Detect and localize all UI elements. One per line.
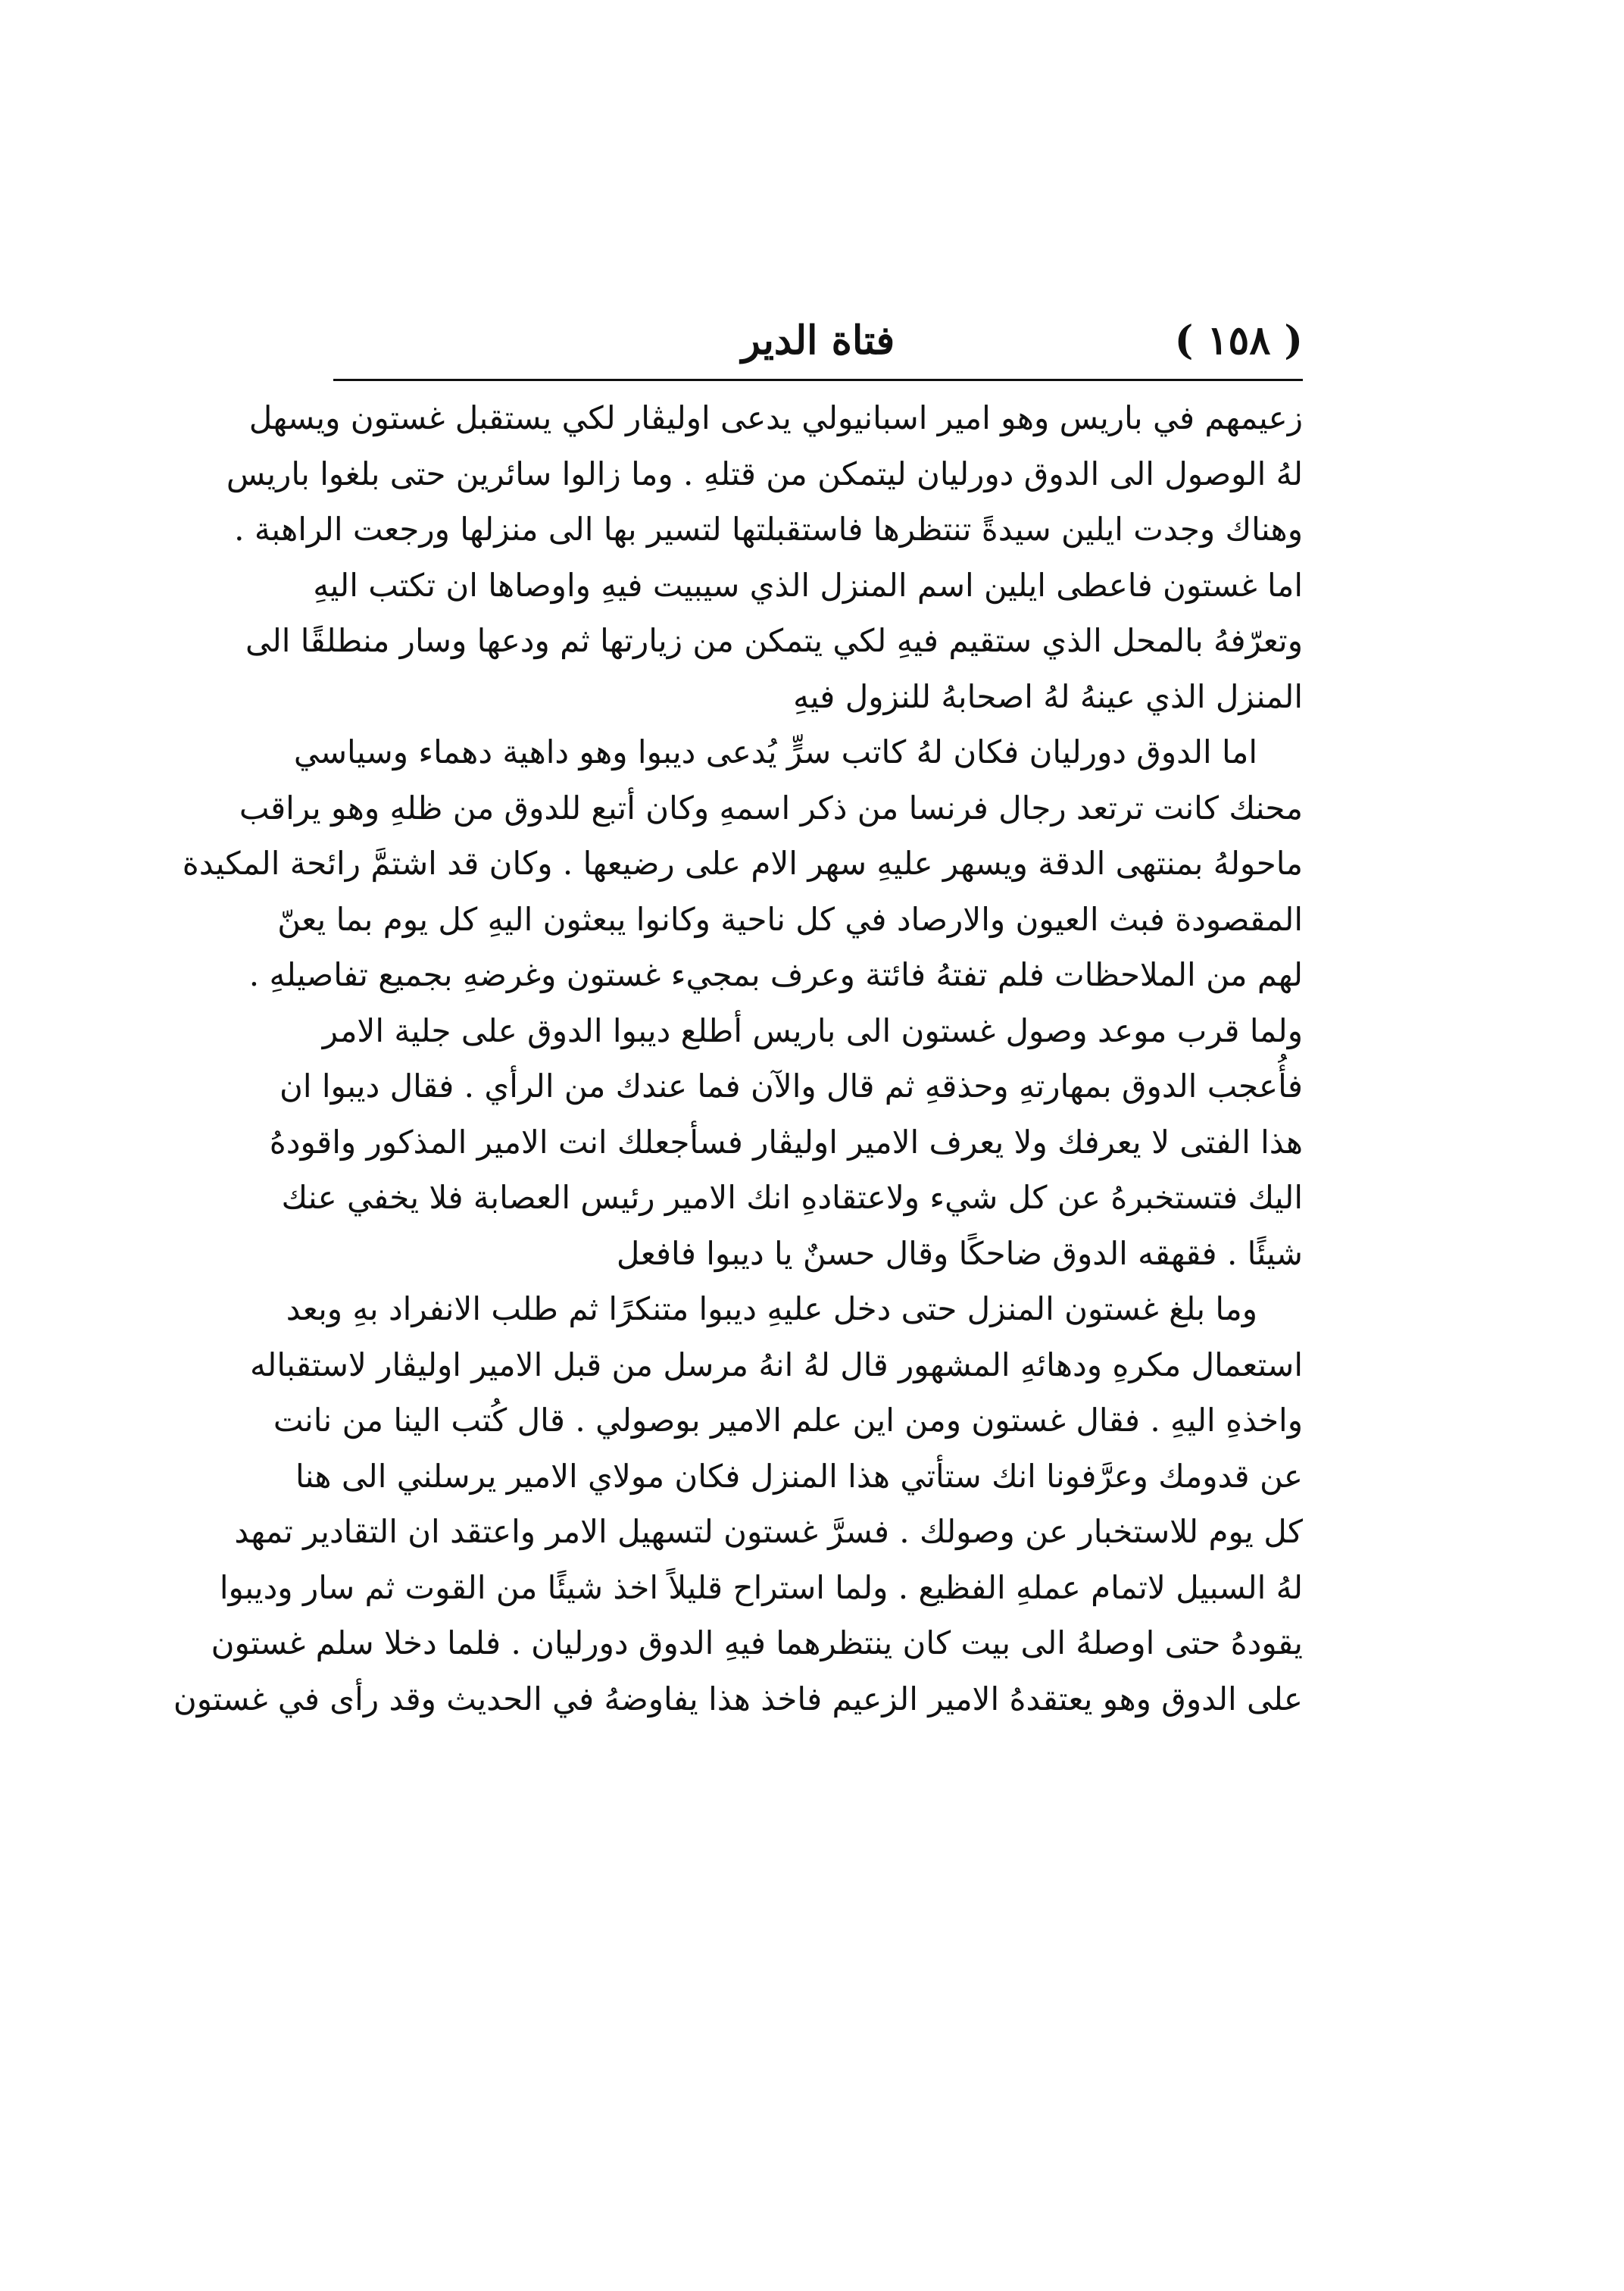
paragraph (182, 724, 1303, 1003)
running-title: فتاة الدير (741, 317, 895, 364)
text-line: اما الدوق دورليان فكان لهُ كاتب سرٍّ يُدعى ديبوا وهو داهية دهماء وسياسي (293, 733, 1257, 770)
text-line: اليك فتستخبرهُ عن كل شيء ولاعتقادهِ انك الامير رئيس العصابة فلا يخفي عنك (281, 1179, 1303, 1216)
text-line: شيئًا . فقهقه الدوق ضاحكًا وقال حسنٌ يا ديبوا فافعل (616, 1234, 1303, 1272)
text-line: اما غستون فاعطى ايلين اسم المنزل الذي سيبيت فيهِ واوصاها ان تكتب اليهِ (313, 566, 1303, 604)
text-line: وما بلغ غستون المنزل حتى دخل عليهِ ديبوا متنكرًا ثم طلب الانفراد بهِ وبعد (286, 1290, 1257, 1327)
text-line: زعيمهم في باريس وهو امير اسبانيولي يدعى اوليڤار لكي يستقبل غستون ويسهل (248, 399, 1303, 436)
text-line: واخذهِ اليهِ . فقال غستون ومن اين علم الامير بوصولي . قال كُتب الينا من نانت (273, 1402, 1303, 1439)
text-line: على الدوق وهو يعتقدهُ الامير الزعيم فاخذ هذا يفاوضهُ في الحديث وقد رأى في غستون (173, 1680, 1303, 1717)
paragraph (245, 558, 1303, 725)
text-line: المقصودة فبث العيون والارصاد في كل ناحية وكانوا يبعثون اليهِ كل يوم بما يعنّ (277, 900, 1303, 938)
text-line: هذا الفتى لا يعرفك ولا يعرف الامير اوليڤار فسأجعلك انت الامير المذكور واقودهُ (269, 1123, 1303, 1161)
page-number: ( ١٥٨ ) (1174, 317, 1303, 364)
text-line: لهُ السبيل لاتمام عملهِ الفظيع . ولما استراح قليلاً اخذ شيئًا من القوت ثم سار وديبوا (219, 1568, 1303, 1606)
text-line: وتعرّفهُ بالمحل الذي ستقيم فيهِ لكي يتمكن من زيارتها ثم ودعها وسار منطلقًا الى (245, 622, 1303, 659)
text-line: محنك كانت ترتعد رجال فرنسا من ذكر اسمهِ وكان أتبع للدوق من ظلهِ وهو يراقب (239, 789, 1303, 827)
text-line: لهم من الملاحظات فلم تفتهُ فائتة وعرف بمجيء غستون وغرضهِ بجميع تفاصيلهِ . (248, 956, 1303, 993)
text-line: ولما قرب موعد وصول غستون الى باريس أطلع ديبوا الدوق على جلية الامر (322, 1011, 1303, 1049)
text-line: ماحولهُ بمنتهى الدقة ويسهر عليهِ سهر الام على رضيعها . وكان قد اشتمَّ رائحة المكيدة (182, 845, 1303, 882)
text-line: وهناك وجدت ايلين سيدةً تنتظرها فاستقبلتها لتسير بها الى منزلها ورجعت الراهبة . (234, 511, 1303, 548)
page-header (333, 307, 1303, 375)
text-line: عن قدومك وعرَّفونا انك ستأتي هذا المنزل فكان مولاي الامير يرسلني الى هنا (295, 1457, 1303, 1495)
text-line: فأُعجب الدوق بمهارتهِ وحذقهِ ثم قال والآن فما عندك من الرأي . فقال ديبوا ان (280, 1067, 1303, 1105)
text-line: استعمال مكرهِ ودهائهِ المشهور قال لهُ انهُ مرسل من قبل الامير اوليڤار لاستقباله (250, 1346, 1303, 1383)
text-line: كل يوم للاستخبار عن وصولك . فسرَّ غستون لتسهيل الامر واعتقد ان التقادير تمهد (234, 1513, 1303, 1550)
paragraph (173, 1281, 1303, 1727)
paragraph (269, 1003, 1303, 1282)
header-rule (333, 379, 1303, 381)
text-line: لهُ الوصول الى الدوق دورليان ليتمكن من قتلهِ . وما زالوا سائرين حتى بلغوا باريس (226, 455, 1303, 492)
text-line: المنزل الذي عينهُ لهُ اصحابهُ للنزول فيهِ (793, 677, 1303, 715)
text-line: يقودهُ حتى اوصلهُ الى بيت كان ينتظرهما فيهِ الدوق دورليان . فلما دخلا سلم غستون (211, 1624, 1303, 1661)
body-text (173, 390, 1303, 1727)
paragraph (226, 390, 1303, 558)
